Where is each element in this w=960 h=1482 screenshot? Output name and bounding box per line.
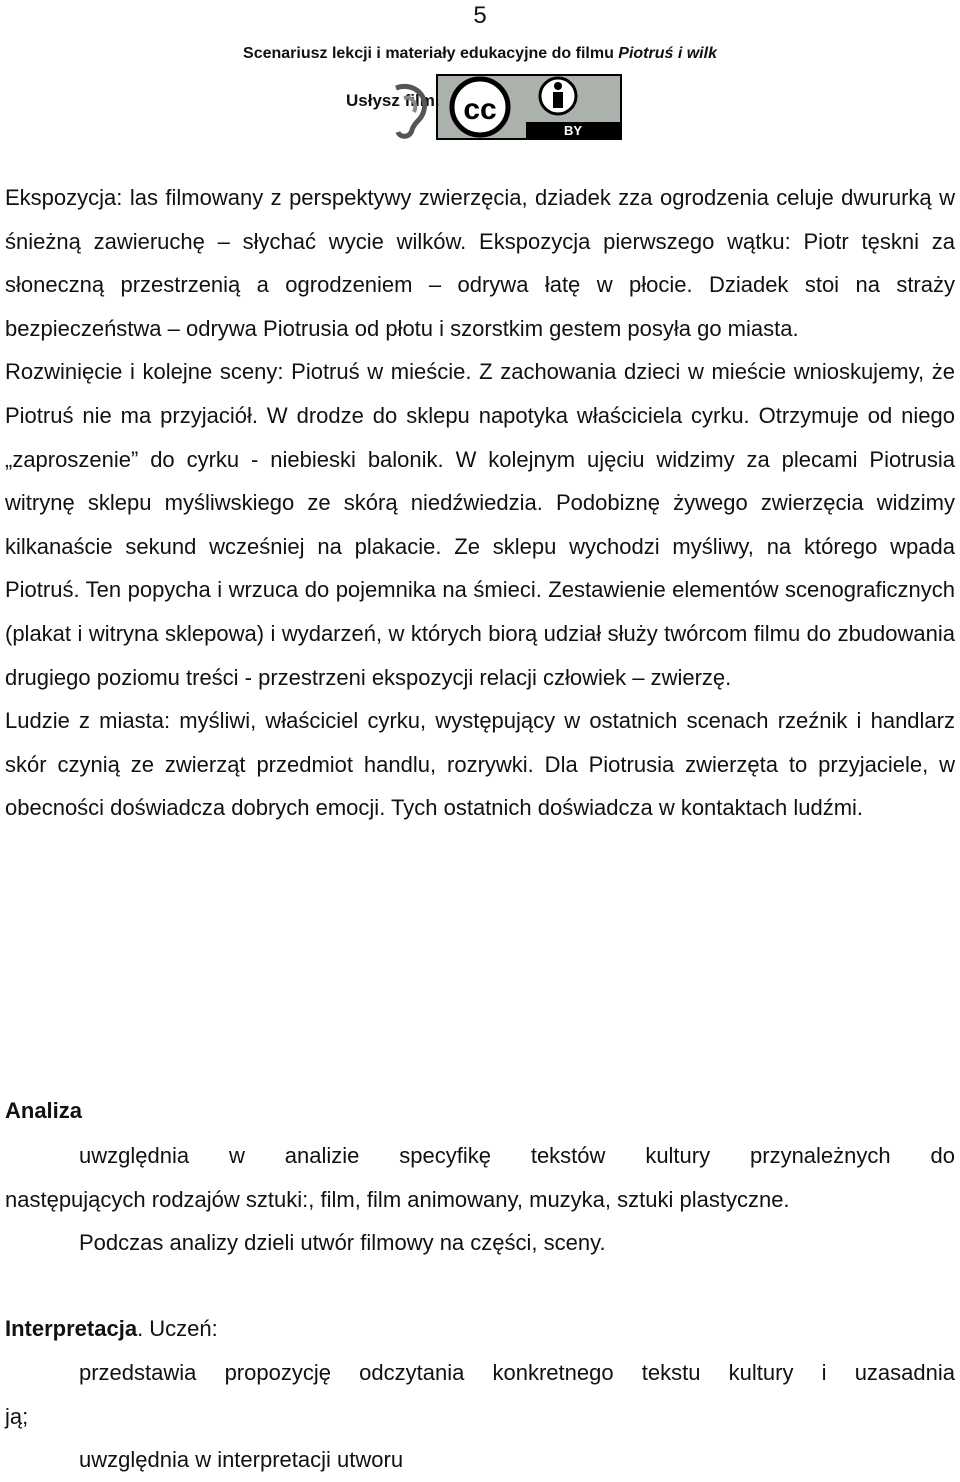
analiza-heading: Analiza [5, 1098, 83, 1123]
cc-label: cc [463, 93, 497, 126]
logos-strip [344, 74, 622, 140]
interpretacja-line-3: uwzględnia w interpretacji utworu [79, 1447, 404, 1473]
analiza-section [5, 1134, 955, 1265]
paragraph-rozwiniecie: Rozwinięcie i kolejne sceny: Piotruś w mieście. Z zachowania dzieci w mieście wnioskujemy, że Piotruś nie ma przyjaciół. W drodze do sklepu napotyka właściciela cyrku. Otrzymuje od niego „zaproszenie” do cyrku - niebieski balonik. W kolejnym ujęciu widzimy za plecami Piotrusia witrynę sklepu myśliwskiego ze skórą niedźwiedzia. Podobiznę żywego zwierzęcia widzimy kilkanaście sekund wcześniej na plakacie. Ze sklepu wychodzi myśliwy, na którego wpada Piotruś. Ten popycha i wrzuca do pojemnika na śmieci. Zestawienie elementów scenograficznych (plakat i witryna sklepowa) i wydarzeń, w których biorą udział służy twórcom filmu do zbudowania drugiego poziomu treści - przestrzeni ekspozycji relacji człowiek – zwierzę. [5, 359, 955, 690]
uslysz-film-logo [344, 80, 440, 140]
interpretacja-line-2: ją; [5, 1403, 29, 1429]
paragraph-ekspozycja: Ekspozycja: las filmowany z perspektywy zwierzęcia, dziadek zza ogrodzenia celuje dwururką w śnieżną zawieruchę – słychać wycie wilków. Ekspozycja pierwszego wątku: Piotr tęskni za słoneczną przestrzenią a ogrodzeniem – odrywa łatę w płocie. Dziadek stoi na straży bezpieczeństwa – odrywa Piotrusia od płotu i szorstkim gestem posyła go miasta. [5, 185, 955, 341]
ear-icon [344, 80, 440, 140]
creative-commons-icon [436, 74, 622, 140]
analiza-line-1: uwzględnia w analizie specyfikę tekstów kultury przynależnych do [79, 1143, 955, 1168]
paragraph-ludzie-z-miasta: Ludzie z miasta: myśliwi, właściciel cyrku, występujący w ostatnich scenach rzeźnik i handlarz skór czynią ze zwierząt przedmiot handlu, rozrywki. Dla Piotrusia zwierzęta to przyjaciele, w obecności doświadcza dobrych emocji. Tych ostatnich doświadcza w kontaktach ludźmi. [5, 708, 955, 821]
analiza-line-3: Podczas analizy dzieli utwór filmowy na części, sceny. [79, 1230, 606, 1256]
main-text [5, 176, 955, 830]
interpretacja-line-1: przedstawia propozycję odczytania konkretnego tekstu kultury i uzasadnia [79, 1360, 955, 1385]
document-header [0, 44, 960, 64]
interpretacja-heading-suffix: . Uczeń: [137, 1316, 218, 1341]
header-title-prefix: Scenariusz lekcji i materiały edukacyjne do filmu [243, 45, 619, 62]
uslysz-logo-text: Usłysz film. [346, 91, 440, 110]
header-film-title: Piotruś i wilk [618, 45, 717, 62]
interpretacja-section [5, 1351, 955, 1482]
interpretacja-heading [5, 1314, 218, 1344]
by-label: BY [563, 123, 583, 138]
cc-by-badge [436, 74, 622, 140]
analiza-line-2: następujących rodzajów sztuki:, film, film animowany, muzyka, sztuki plastyczne. [5, 1186, 790, 1212]
page-number: 5 [473, 2, 487, 29]
interpretacja-heading-bold: Interpretacja [5, 1316, 138, 1341]
